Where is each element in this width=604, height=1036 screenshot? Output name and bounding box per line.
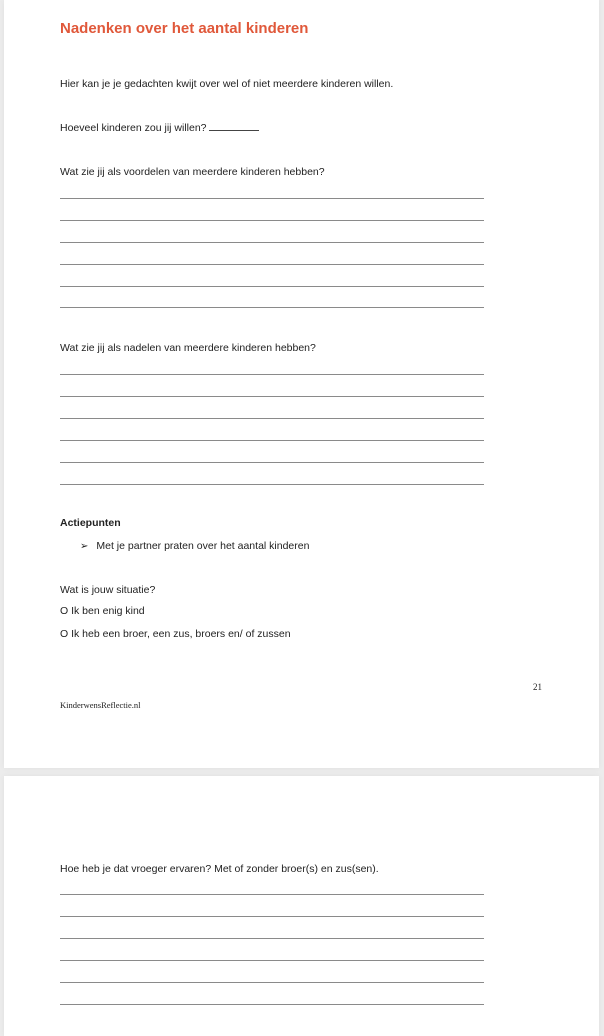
option-siblings[interactable]: O Ik heb een broer, een zus, broers en/ of zussen [60,628,291,640]
answer-line[interactable] [60,1004,484,1005]
arrow-bullet-icon: ➢ [80,541,89,552]
page-number: 21 [533,682,542,692]
answer-line[interactable] [60,396,484,397]
answer-line[interactable] [60,484,484,485]
document-page-21 [4,0,599,768]
answer-line[interactable] [60,242,484,243]
answer-line[interactable] [60,220,484,221]
situation-question: Wat is jouw situatie? [60,584,156,596]
answer-line[interactable] [60,418,484,419]
answer-line[interactable] [60,894,484,895]
childhood-question: Hoe heb je dat vroeger ervaren? Met of zonder broer(s) en zus(sen). [60,863,379,875]
answer-line[interactable] [60,198,484,199]
pros-question: Wat zie jij als voordelen van meerdere kinderen hebben? [60,166,325,178]
action-heading: Actiepunten [60,517,121,529]
count-question [60,122,259,134]
answer-line[interactable] [60,440,484,441]
answer-line[interactable] [60,916,484,917]
answer-line[interactable] [60,286,484,287]
answer-line[interactable] [60,982,484,983]
footer-site: KinderwensReflectie.nl [60,700,141,710]
count-answer-blank[interactable] [209,129,259,131]
answer-line[interactable] [60,374,484,375]
page-title: Nadenken over het aantal kinderen [60,20,309,37]
answer-line[interactable] [60,264,484,265]
answer-line[interactable] [60,307,484,308]
answer-line[interactable] [60,960,484,961]
count-question-label: Hoeveel kinderen zou jij willen? [60,122,207,134]
action-item-label: Met je partner praten over het aantal kinderen [96,540,310,552]
intro-text: Hier kan je je gedachten kwijt over wel of niet meerdere kinderen willen. [60,78,394,90]
action-item [80,540,309,552]
answer-line[interactable] [60,938,484,939]
answer-line[interactable] [60,462,484,463]
cons-question: Wat zie jij als nadelen van meerdere kinderen hebben? [60,342,316,354]
option-only-child[interactable]: O Ik ben enig kind [60,605,145,617]
document-page-22 [4,776,599,1036]
